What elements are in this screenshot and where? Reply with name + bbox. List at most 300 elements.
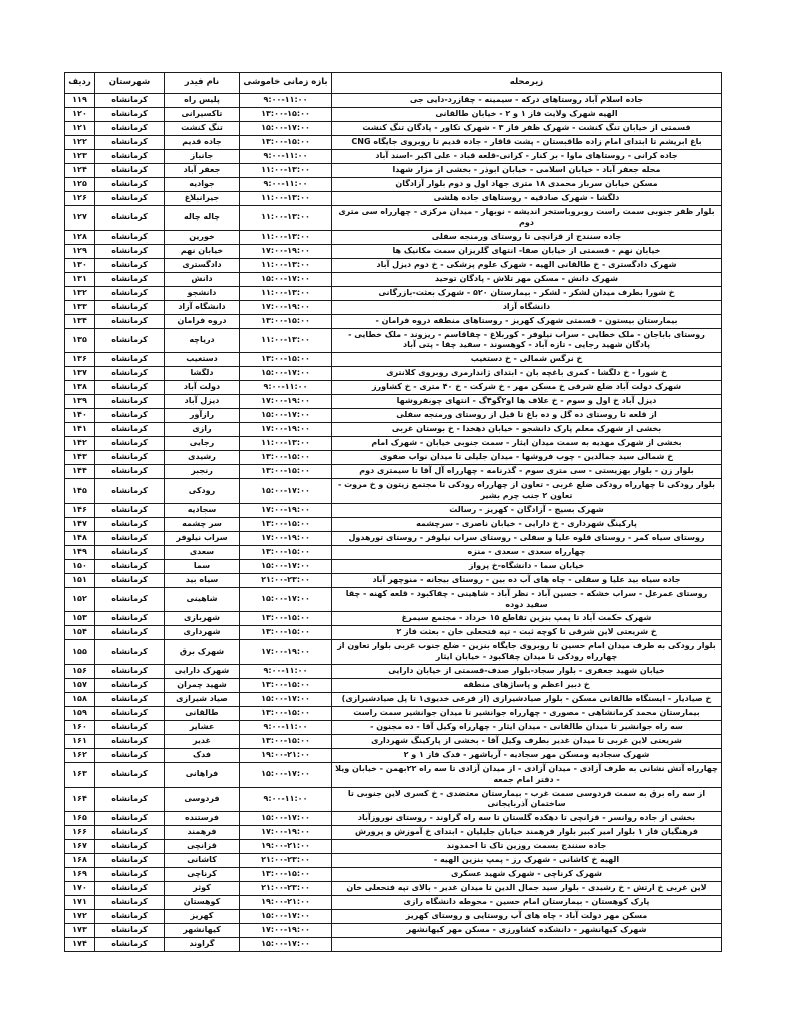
table-row: [65, 896, 722, 910]
row-number-cell: ۱۷۲: [65, 910, 95, 924]
table-row: [65, 720, 722, 734]
row-number-cell: ۱۳۱: [65, 272, 95, 286]
table-row: [65, 409, 722, 423]
row-number-cell: ۱۳۸: [65, 381, 95, 395]
table-row: [65, 762, 722, 787]
feeder-cell: سعدی: [165, 545, 240, 559]
feeder-cell: شهرک برق: [165, 640, 240, 665]
subneighborhood-cell: خیابان سما - دانشگاه-خ پرواز: [332, 559, 722, 573]
time-range-cell: ۱۵:۰۰-۱۷:۰۰: [240, 409, 332, 423]
row-number-cell: ۱۳۳: [65, 300, 95, 314]
time-range-cell: ۱۳:۰۰-۱۵:۰۰: [240, 868, 332, 882]
row-number-cell: ۱۲۶: [65, 192, 95, 206]
feeder-cell: شهید چمران: [165, 678, 240, 692]
time-range-cell: ۱۷:۰۰-۱۹:۰۰: [240, 423, 332, 437]
table-row: [65, 868, 722, 882]
county-cell: کرمانشاه: [95, 868, 165, 882]
row-number-cell: ۱۲۲: [65, 136, 95, 150]
time-range-cell: ۱۵:۰۰-۱۷:۰۰: [240, 762, 332, 787]
row-number-cell: ۱۲۱: [65, 122, 95, 136]
county-cell: کرمانشاه: [95, 178, 165, 192]
row-number-cell: ۱۵۹: [65, 706, 95, 720]
county-cell: کرمانشاه: [95, 314, 165, 328]
time-range-cell: ۲۱:۰۰-۲۳:۰۰: [240, 573, 332, 587]
row-number-cell: ۱۶۲: [65, 748, 95, 762]
table-row: [65, 626, 722, 640]
subneighborhood-cell: خ دبیر اعظم و پاساژهای منطقه: [332, 678, 722, 692]
row-number-cell: ۱۳۲: [65, 286, 95, 300]
time-range-cell: ۱۳:۰۰-۱۵:۰۰: [240, 612, 332, 626]
county-cell: کرمانشاه: [95, 840, 165, 854]
county-cell: کرمانشاه: [95, 150, 165, 164]
time-range-cell: ۱۱:۰۰-۱۳:۰۰: [240, 437, 332, 451]
county-cell: کرمانشاه: [95, 762, 165, 787]
county-cell: کرمانشاه: [95, 854, 165, 868]
row-number-cell: ۱۳۴: [65, 314, 95, 328]
county-cell: کرمانشاه: [95, 531, 165, 545]
time-range-cell: ۱۷:۰۰-۱۹:۰۰: [240, 640, 332, 665]
county-cell: کرمانشاه: [95, 640, 165, 665]
county-cell: کرمانشاه: [95, 164, 165, 178]
time-range-cell: ۱۵:۰۰-۱۷:۰۰: [240, 272, 332, 286]
row-number-cell: ۱۶۷: [65, 840, 95, 854]
time-range-cell: ۱۹:۰۰-۲۱:۰۰: [240, 840, 332, 854]
county-cell: کرمانشاه: [95, 882, 165, 896]
subneighborhood-cell: روستای عمرعل - سراب خشکه - حسین آباد - نظر آباد - شاهینی - چقاکبود - قلعه کهنه - چقا سفید دوده: [332, 587, 722, 612]
county-cell: کرمانشاه: [95, 678, 165, 692]
table-row: [65, 503, 722, 517]
feeder-cell: سجادیه: [165, 503, 240, 517]
county-cell: کرمانشاه: [95, 395, 165, 409]
subneighborhood-cell: خیابان نهم - قسمتی از خیابان صفا- انتهای گلریزان سمت مکانیک ها: [332, 244, 722, 258]
subneighborhood-cell: از قلعه تا روستای ده گل و ده باغ تا قبل از روستای ورمنجه سفلی: [332, 409, 722, 423]
time-range-cell: ۱۵:۰۰-۱۷:۰۰: [240, 812, 332, 826]
header-county: شهرستان: [95, 73, 165, 94]
table-row: [65, 328, 722, 353]
table-row: [65, 938, 722, 952]
subneighborhood-cell: از سه راه برق به سمت فردوسی سمت غرب - بیمارستان معتضدی - خ کسری لاین جنوبی تا ساختمان آذربایجانی: [332, 787, 722, 812]
table-row: [65, 395, 722, 409]
row-number-cell: ۱۲۳: [65, 150, 95, 164]
county-cell: کرمانشاه: [95, 720, 165, 734]
feeder-cell: کاشانی: [165, 854, 240, 868]
table-row: [65, 381, 722, 395]
time-range-cell: ۱۳:۰۰-۱۵:۰۰: [240, 353, 332, 367]
subneighborhood-cell: شهرک دولت آباد ضلع شرقی خ مسکن مهر - خ شرکت - خ ۴۰ متری - خ کشاورز: [332, 381, 722, 395]
time-range-cell: ۱۵:۰۰-۱۷:۰۰: [240, 367, 332, 381]
row-number-cell: ۱۴۹: [65, 545, 95, 559]
time-range-cell: ۱۳:۰۰-۱۵:۰۰: [240, 314, 332, 328]
county-cell: کرمانشاه: [95, 258, 165, 272]
subneighborhood-cell: مسکن خیابان سرباز محمدی ۱۸ متری جهاد اول و دوم بلوار آزادگان: [332, 178, 722, 192]
county-cell: کرمانشاه: [95, 300, 165, 314]
row-number-cell: ۱۵۸: [65, 692, 95, 706]
county-cell: کرمانشاه: [95, 748, 165, 762]
subneighborhood-cell: مسکن مهر دولت آباد - چاه های آب روستایی و روستای کهریز: [332, 910, 722, 924]
row-number-cell: ۱۴۱: [65, 423, 95, 437]
feeder-cell: فدک: [165, 748, 240, 762]
subneighborhood-cell: جاده سنندج بسمت روزین تاک تا احمدوند: [332, 840, 722, 854]
time-range-cell: ۱۹:۰۰-۲۱:۰۰: [240, 748, 332, 762]
subneighborhood-cell: خیابان شهید جعفری - بلوار سجاد-بلوار صدف-قسمتی از خیابان دارایی: [332, 664, 722, 678]
county-cell: کرمانشاه: [95, 692, 165, 706]
time-range-cell: ۱۹:۰۰-۲۱:۰۰: [240, 896, 332, 910]
subneighborhood-cell: شهرک دادگستری - خ طالقانی الهیه - شهرک علوم پزشکی - خ دوم دیزل آباد: [332, 258, 722, 272]
feeder-cell: دریاچه: [165, 328, 240, 353]
subneighborhood-cell: جاده سنندج از قزانچی تا روستای ورمنجه سفلی: [332, 230, 722, 244]
subneighborhood-cell: بیمارستان بیستون - قسمتی شهرک کهریز - روستاهای منطقه دروه فرامان -: [332, 314, 722, 328]
feeder-cell: کهریز: [165, 910, 240, 924]
time-range-cell: ۱۳:۰۰-۱۵:۰۰: [240, 626, 332, 640]
time-range-cell: ۱۳:۰۰-۱۵:۰۰: [240, 517, 332, 531]
row-number-cell: ۱۴۰: [65, 409, 95, 423]
row-number-cell: ۱۴۲: [65, 437, 95, 451]
subneighborhood-cell: پارک کوهستان - بیمارستان امام حسین - محوطه دانشگاه رازی: [332, 896, 722, 910]
row-number-cell: ۱۷۳: [65, 924, 95, 938]
time-range-cell: ۹:۰۰-۱۱:۰۰: [240, 720, 332, 734]
county-cell: کرمانشاه: [95, 896, 165, 910]
table-row: [65, 192, 722, 206]
county-cell: کرمانشاه: [95, 910, 165, 924]
table-row: [65, 150, 722, 164]
county-cell: کرمانشاه: [95, 328, 165, 353]
time-range-cell: ۹:۰۰-۱۱:۰۰: [240, 787, 332, 812]
table-row: [65, 178, 722, 192]
feeder-cell: دستغیب: [165, 353, 240, 367]
table-row: [65, 573, 722, 587]
subneighborhood-cell: خ شورا بطرف میدان لشکر - لشکر - بیمارستان ۵۲۰ - شهرک بعثت-بازرگانی: [332, 286, 722, 300]
row-number-cell: ۱۳۵: [65, 328, 95, 353]
row-number-cell: ۱۷۰: [65, 882, 95, 896]
feeder-cell: رنجبر: [165, 465, 240, 479]
subneighborhood-cell: قسمتی از خیابان تنگ کنشت - شهرک ظفر فاز ۳ - شهرک تکاور - پادگان تنگ کنشت: [332, 122, 722, 136]
county-cell: کرمانشاه: [95, 272, 165, 286]
county-cell: کرمانشاه: [95, 423, 165, 437]
time-range-cell: ۱۷:۰۰-۱۹:۰۰: [240, 244, 332, 258]
feeder-cell: جعفر آباد: [165, 164, 240, 178]
row-number-cell: ۱۲۹: [65, 244, 95, 258]
time-range-cell: ۱۵:۰۰-۱۷:۰۰: [240, 938, 332, 952]
county-cell: کرمانشاه: [95, 826, 165, 840]
time-range-cell: ۱۱:۰۰-۱۳:۰۰: [240, 230, 332, 244]
county-cell: کرمانشاه: [95, 664, 165, 678]
table-row: [65, 244, 722, 258]
county-cell: کرمانشاه: [95, 573, 165, 587]
subneighborhood-cell: شهرک بسیج - آزادگان - کهریز - رسالت: [332, 503, 722, 517]
time-range-cell: ۱۳:۰۰-۱۵:۰۰: [240, 734, 332, 748]
feeder-cell: رازآور: [165, 409, 240, 423]
header-feeder-name: نام فیدر: [165, 73, 240, 94]
row-number-cell: ۱۶۵: [65, 812, 95, 826]
table-row: [65, 559, 722, 573]
row-number-cell: ۱۳۹: [65, 395, 95, 409]
time-range-cell: ۱۵:۰۰-۱۷:۰۰: [240, 559, 332, 573]
table-row: [65, 664, 722, 678]
table-row: [65, 854, 722, 868]
subneighborhood-cell: روستای باباجان - ملک خطایی - سراب نیلوفر - کوربلاغ - چقاقاسم - ریزوند - ملک خطایی - پادگان شهید رجایی - تازه آباد - کوهسوند - سفید چقا - پتی آباد: [332, 328, 722, 353]
county-cell: کرمانشاه: [95, 812, 165, 826]
county-cell: کرمانشاه: [95, 94, 165, 108]
table-row: [65, 108, 722, 122]
subneighborhood-cell: بیمارستان محمد کرمانشاهی - مصوری - چهارراه جوانشیر تا میدان جوانشیر سمت راست: [332, 706, 722, 720]
table-row: [65, 353, 722, 367]
feeder-cell: کوهستان: [165, 896, 240, 910]
outage-schedule-table: [64, 72, 722, 952]
county-cell: کرمانشاه: [95, 517, 165, 531]
table-row: [65, 300, 722, 314]
time-range-cell: ۱۱:۰۰-۱۳:۰۰: [240, 192, 332, 206]
feeder-cell: جیرانبلاغ: [165, 192, 240, 206]
table-row: [65, 437, 722, 451]
county-cell: کرمانشاه: [95, 626, 165, 640]
subneighborhood-cell: الهیه خ کاشانی - شهرک رز - پمپ بنزین الهیه -: [332, 854, 722, 868]
feeder-cell: قزانچی: [165, 840, 240, 854]
time-range-cell: ۱۳:۰۰-۱۵:۰۰: [240, 108, 332, 122]
table-row: [65, 517, 722, 531]
subneighborhood-cell: لاین غربی خ ارتش - خ رشیدی - بلوار سید جمال الدین تا میدان غدیر - بالای تپه فتحعلی خان: [332, 882, 722, 896]
table-row: [65, 136, 722, 150]
time-range-cell: ۱۵:۰۰-۱۷:۰۰: [240, 587, 332, 612]
row-number-cell: ۱۴۵: [65, 479, 95, 504]
table-row: [65, 451, 722, 465]
time-range-cell: ۱۵:۰۰-۱۷:۰۰: [240, 910, 332, 924]
header-time-range: بازه زمانی خاموشی: [240, 73, 332, 94]
table-row: [65, 423, 722, 437]
subneighborhood-cell: شهرک کرناچی - شهرک شهید عسکری: [332, 868, 722, 882]
county-cell: کرمانشاه: [95, 244, 165, 258]
row-number-cell: ۱۶۹: [65, 868, 95, 882]
time-range-cell: ۱۳:۰۰-۱۵:۰۰: [240, 136, 332, 150]
time-range-cell: ۹:۰۰-۱۱:۰۰: [240, 178, 332, 192]
table-row: [65, 531, 722, 545]
time-range-cell: ۱۱:۰۰-۱۳:۰۰: [240, 328, 332, 353]
feeder-cell: غدیر: [165, 734, 240, 748]
subneighborhood-cell: چهارراه آتش نشانی به طرف آزادی - میدان آزادی - از میدان آزادی تا سه راه ۲۲بهمن - خیابان ویلا - دفتر امام جمعه: [332, 762, 722, 787]
county-cell: کرمانشاه: [95, 479, 165, 504]
time-range-cell: ۱۳:۰۰-۱۵:۰۰: [240, 545, 332, 559]
feeder-cell: دولت آباد: [165, 381, 240, 395]
subneighborhood-cell: خ شمالی سید جمالدین - چوب فروشها - میدان جلیلی تا میدان نواب صفوی: [332, 451, 722, 465]
feeder-cell: خورین: [165, 230, 240, 244]
feeder-cell: پلیس راه: [165, 94, 240, 108]
subneighborhood-cell: محله جعفر آباد - خیابان اسلامی - خیابان ابوذر - بخشی از مزار شهدا: [332, 164, 722, 178]
time-range-cell: ۱۷:۰۰-۱۹:۰۰: [240, 924, 332, 938]
feeder-cell: فردوسی: [165, 787, 240, 812]
subneighborhood-cell: بلوار ظفر جنوبی سمت راست روبروباستخر اندیشه - نوبهار - میدان مرکزی - چهارراه سی متری دوم: [332, 206, 722, 231]
table-row: [65, 640, 722, 665]
row-number-cell: ۱۵۶: [65, 664, 95, 678]
time-range-cell: ۱۳:۰۰-۱۵:۰۰: [240, 706, 332, 720]
subneighborhood-cell: دلگشا - شهرک صادقیه - روستاهای جاده هلشی: [332, 192, 722, 206]
subneighborhood-cell: خ شورا - خ دلگشا - کمری باغچه بان - ابتدای ژاندارمری روبروی کلانتری: [332, 367, 722, 381]
feeder-cell: دادگستری: [165, 258, 240, 272]
county-cell: کرمانشاه: [95, 122, 165, 136]
subneighborhood-cell: بخشی از شهرک مهدیه به سمت میدان ایثار - سمت جنوبی خیابان - شهرک امام: [332, 437, 722, 451]
table-row: [65, 465, 722, 479]
feeder-cell: دیزل آباد: [165, 395, 240, 409]
row-number-cell: ۱۵۰: [65, 559, 95, 573]
subneighborhood-cell: بلوار زن - بلوار بهزیستی - سی متری سوم - گذرنامه - چهارراه آل آقا تا سیمتری دوم: [332, 465, 722, 479]
table-row: [65, 678, 722, 692]
time-range-cell: ۹:۰۰-۱۱:۰۰: [240, 664, 332, 678]
row-number-cell: ۱۴۶: [65, 503, 95, 517]
time-range-cell: ۹:۰۰-۱۱:۰۰: [240, 381, 332, 395]
feeder-cell: جوادیه: [165, 178, 240, 192]
feeder-cell: شهربازی: [165, 612, 240, 626]
subneighborhood-cell: بلوار رودکی تا چهارراه رودکی ضلع غربی - تعاون از چهارراه رودکی تا مجتمع زیتون و خ مروت - تعاون ۲ جنب چرم بشیر: [332, 479, 722, 504]
table-row: [65, 286, 722, 300]
subneighborhood-cell: چهارراه سعدی - سعدی - منزه: [332, 545, 722, 559]
header-subneighborhood: زیرمحله: [332, 73, 722, 94]
county-cell: کرمانشاه: [95, 353, 165, 367]
table-row: [65, 748, 722, 762]
row-number-cell: ۱۴۷: [65, 517, 95, 531]
row-number-cell: ۱۴۸: [65, 531, 95, 545]
time-range-cell: ۹:۰۰-۱۱:۰۰: [240, 94, 332, 108]
feeder-cell: رودکی: [165, 479, 240, 504]
row-number-cell: ۱۱۹: [65, 94, 95, 108]
county-cell: کرمانشاه: [95, 286, 165, 300]
row-number-cell: ۱۳۷: [65, 367, 95, 381]
time-range-cell: ۱۱:۰۰-۱۳:۰۰: [240, 164, 332, 178]
time-range-cell: ۹:۰۰-۱۱:۰۰: [240, 150, 332, 164]
time-range-cell: ۱۳:۰۰-۱۵:۰۰: [240, 465, 332, 479]
feeder-cell: رجایی: [165, 437, 240, 451]
county-cell: کرمانشاه: [95, 367, 165, 381]
feeder-cell: فرستنده: [165, 812, 240, 826]
table-row: [65, 692, 722, 706]
feeder-cell: تاکسیرانی: [165, 108, 240, 122]
county-cell: کرمانشاه: [95, 230, 165, 244]
feeder-cell: جانباز: [165, 150, 240, 164]
county-cell: کرمانشاه: [95, 451, 165, 465]
row-number-cell: ۱۵۷: [65, 678, 95, 692]
time-range-cell: ۱۵:۰۰-۱۷:۰۰: [240, 692, 332, 706]
county-cell: کرمانشاه: [95, 587, 165, 612]
row-number-cell: ۱۲۵: [65, 178, 95, 192]
table-body: [65, 94, 722, 952]
row-number-cell: ۱۵۳: [65, 612, 95, 626]
time-range-cell: ۲۱:۰۰-۲۳:۰۰: [240, 854, 332, 868]
table-row: [65, 706, 722, 720]
subneighborhood-cell: خ نرگس شمالی - خ دستغیب: [332, 353, 722, 367]
county-cell: کرمانشاه: [95, 192, 165, 206]
time-range-cell: ۱۱:۰۰-۱۳:۰۰: [240, 206, 332, 231]
county-cell: کرمانشاه: [95, 108, 165, 122]
table-row: [65, 882, 722, 896]
feeder-cell: شهرداری: [165, 626, 240, 640]
feeder-cell: کیهانشهر: [165, 924, 240, 938]
table-row: [65, 734, 722, 748]
row-number-cell: ۱۴۳: [65, 451, 95, 465]
feeder-cell: دانشگاه آزاد: [165, 300, 240, 314]
county-cell: کرمانشاه: [95, 734, 165, 748]
feeder-cell: عشایر: [165, 720, 240, 734]
subneighborhood-cell: فرهنگیان فاز ۱ بلوار امیر کبیر بلوار فرهمند خیابان جلیلیان - ابتدای خ آموزش و پرورش: [332, 826, 722, 840]
table-row: [65, 258, 722, 272]
table-row: [65, 840, 722, 854]
row-number-cell: ۱۶۳: [65, 762, 95, 787]
feeder-cell: کرناچی: [165, 868, 240, 882]
table-row: [65, 122, 722, 136]
subneighborhood-cell: جاده اسلام آباد روستاهای درکه - سیمینه - چقازرد-دایی جی: [332, 94, 722, 108]
table-row: [65, 367, 722, 381]
county-cell: کرمانشاه: [95, 924, 165, 938]
subneighborhood-cell: سه راه جوانشیر تا میدان طالقانی - میدان ایثار - چهارراه وکیل آقا - ده مجنون -: [332, 720, 722, 734]
table-row: [65, 479, 722, 504]
row-number-cell: ۱۶۶: [65, 826, 95, 840]
feeder-cell: کوثر: [165, 882, 240, 896]
row-number-cell: ۱۵۱: [65, 573, 95, 587]
feeder-cell: رشیدی: [165, 451, 240, 465]
subneighborhood-cell: شهرک حکمت آباد تا پمپ بنزین تقاطع ۱۵ خرداد - مجتمع سیمرغ: [332, 612, 722, 626]
subneighborhood-cell: شریعتی لاین غربی تا میدان غدیر بطرف وکیل آقا - بخشی از پارکینگ شهرداری: [332, 734, 722, 748]
subneighborhood-cell: شهرک کیهانشهر - دانشکده کشاورزی - مسکن مهر کیهانشهر: [332, 924, 722, 938]
feeder-cell: سراب نیلوفر: [165, 531, 240, 545]
table-row: [65, 164, 722, 178]
table-row: [65, 206, 722, 231]
row-number-cell: ۱۷۱: [65, 896, 95, 910]
county-cell: کرمانشاه: [95, 503, 165, 517]
table-row: [65, 924, 722, 938]
subneighborhood-cell: شهرک سجادیه ومسکن مهر سجادیه - آریاشهر - فدک فاز ۱ و ۲: [332, 748, 722, 762]
feeder-cell: شهرک دارایی: [165, 664, 240, 678]
county-cell: کرمانشاه: [95, 787, 165, 812]
feeder-cell: تنگ کنشت: [165, 122, 240, 136]
subneighborhood-cell: بخشی از شهرک معلم پارک دانشجو - خیابان دهخدا - خ بوستان غربی: [332, 423, 722, 437]
table-row: [65, 545, 722, 559]
time-range-cell: ۱۵:۰۰-۱۷:۰۰: [240, 122, 332, 136]
subneighborhood-cell: دانشگاه آزاد: [332, 300, 722, 314]
time-range-cell: ۱۵:۰۰-۱۷:۰۰: [240, 479, 332, 504]
row-number-cell: ۱۲۰: [65, 108, 95, 122]
county-cell: کرمانشاه: [95, 559, 165, 573]
row-number-cell: ۱۶۰: [65, 720, 95, 734]
table-row: [65, 787, 722, 812]
row-number-cell: ۱۲۷: [65, 206, 95, 231]
table-row: [65, 272, 722, 286]
subneighborhood-cell: خ شریعتی لاین شرقی تا کوچه ثبت - تپه فتحعلی خان - بعثت فاز ۲: [332, 626, 722, 640]
feeder-cell: گراوند: [165, 938, 240, 952]
feeder-cell: رازی: [165, 423, 240, 437]
feeder-cell: دروه فرامان: [165, 314, 240, 328]
header-row-number: ردیف: [65, 73, 95, 94]
county-cell: کرمانشاه: [95, 136, 165, 150]
feeder-cell: سر چشمه: [165, 517, 240, 531]
time-range-cell: ۲۱:۰۰-۲۳:۰۰: [240, 882, 332, 896]
county-cell: کرمانشاه: [95, 545, 165, 559]
feeder-cell: دلگشا: [165, 367, 240, 381]
table-row: [65, 94, 722, 108]
time-range-cell: ۱۷:۰۰-۱۹:۰۰: [240, 531, 332, 545]
row-number-cell: ۱۵۴: [65, 626, 95, 640]
row-number-cell: ۱۲۴: [65, 164, 95, 178]
table-row: [65, 812, 722, 826]
time-range-cell: ۱۷:۰۰-۱۹:۰۰: [240, 395, 332, 409]
time-range-cell: ۱۷:۰۰-۱۹:۰۰: [240, 300, 332, 314]
feeder-cell: سیاه بید: [165, 573, 240, 587]
row-number-cell: ۱۷۴: [65, 938, 95, 952]
feeder-cell: سما: [165, 559, 240, 573]
subneighborhood-cell: روستای سیاه کمر - روستای قلوه علیا و سفلی - روستای سراب نیلوفر - روستای تورهدول: [332, 531, 722, 545]
subneighborhood-cell: بخشی از جاده روانسر - قزانچی تا دهکده گلستان تا سه راه گراوند - روستای نوروزآباد: [332, 812, 722, 826]
subneighborhood-cell: [332, 938, 722, 952]
subneighborhood-cell: جاده سیاه بید علیا و سفلی - چاه های آب ده بین - روستای بیجانه - منوچهر آباد: [332, 573, 722, 587]
subneighborhood-cell: باغ ابریشم تا ابتدای امام زاده طاقبستان - پشت قاقار - جاده قدیم تا روبروی جایگاه CNG: [332, 136, 722, 150]
time-range-cell: ۱۱:۰۰-۱۳:۰۰: [240, 258, 332, 272]
time-range-cell: ۱۱:۰۰-۱۳:۰۰: [240, 286, 332, 300]
table-row: [65, 587, 722, 612]
